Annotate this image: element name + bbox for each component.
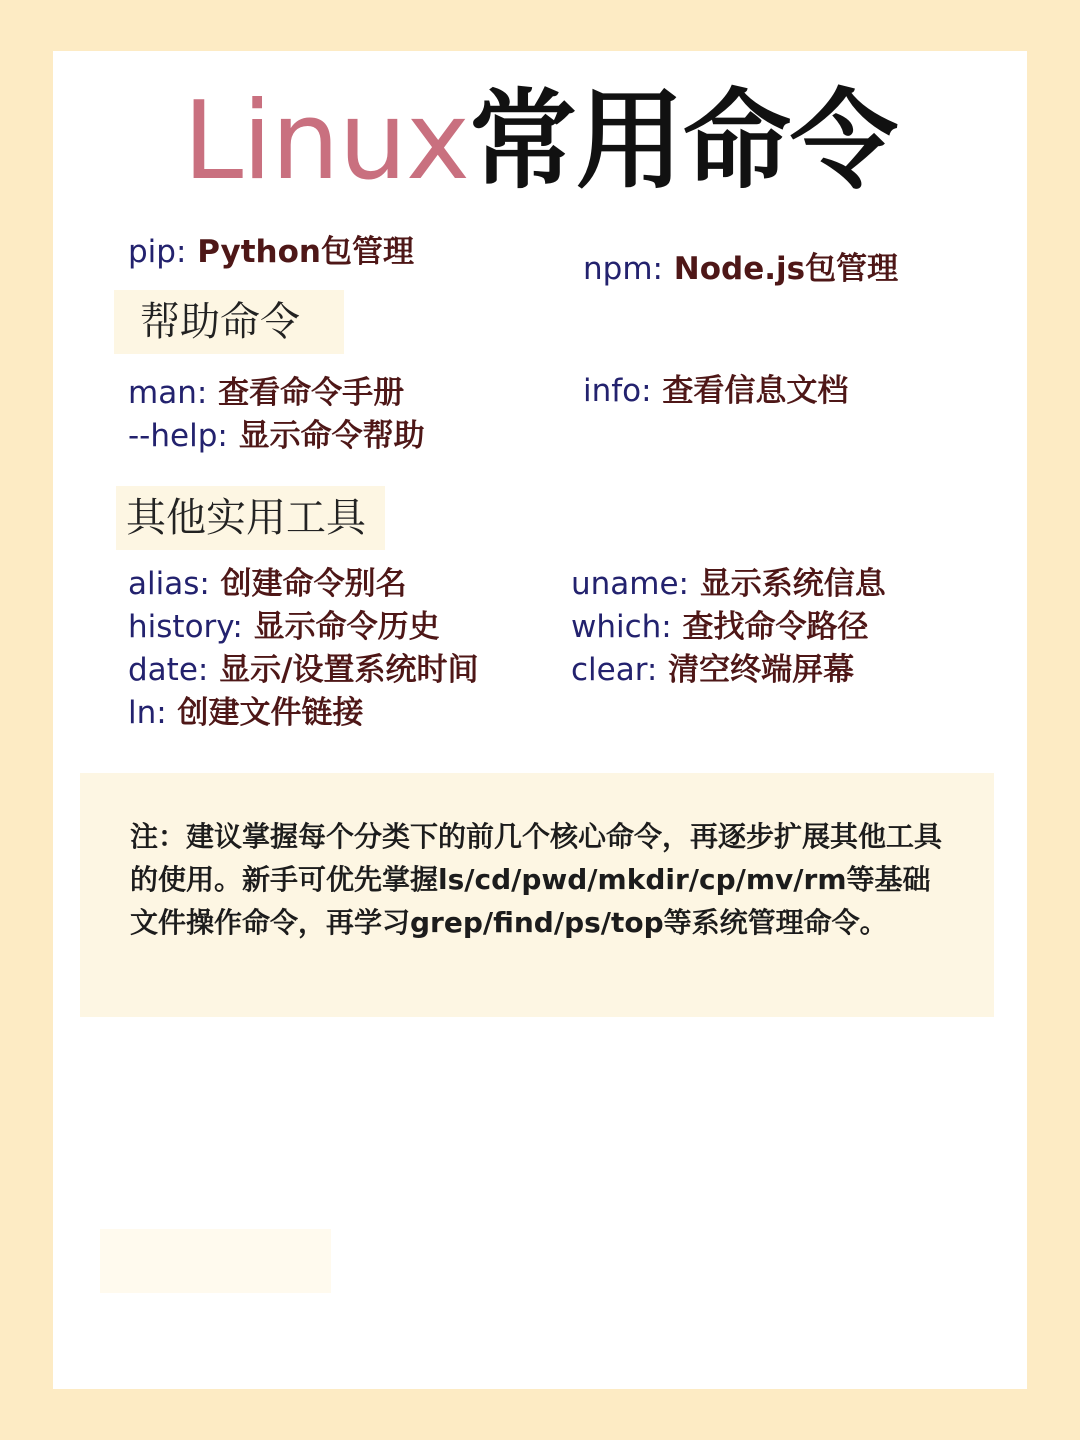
- command-name: uname:: [571, 566, 690, 602]
- command-history: [128, 607, 440, 647]
- command-desc: 创建命令别名: [209, 566, 407, 602]
- command-name: info:: [583, 373, 652, 409]
- command-npm: [583, 249, 898, 289]
- command-desc: 显示系统信息: [689, 566, 886, 602]
- command-ln: [128, 693, 364, 733]
- note-text: 注：建议掌握每个分类下的前几个核心命令，再逐步扩展其他工具的使用。新手可优先掌握ls/cd/pwd/mkdir/cp/mv/rm等基础文件操作命令，再学习grep/find/ps/top等系统管理命令。: [130, 820, 943, 939]
- command-alias: [128, 564, 407, 604]
- command-name: npm:: [583, 251, 663, 287]
- title-common-commands: 常用命令: [468, 79, 897, 204]
- note-box: [80, 773, 994, 1017]
- command-desc: 显示命令历史: [242, 609, 440, 645]
- command-desc: 查看命令手册: [207, 375, 405, 411]
- command-desc: Node.js包管理: [662, 251, 899, 287]
- command-pip: [128, 232, 414, 272]
- command-desc: 显示/设置系统时间: [208, 652, 479, 688]
- command-uname: [571, 564, 886, 604]
- command-desc: 创建文件链接: [166, 695, 364, 731]
- command-which: [571, 607, 869, 647]
- command-desc: Python包管理: [186, 234, 414, 270]
- command-desc: 显示命令帮助: [227, 418, 425, 454]
- command-name: date:: [128, 652, 209, 688]
- command-desc: 清空终端屏幕: [657, 652, 855, 688]
- title-linux: Linux: [182, 79, 469, 204]
- command-name: --help:: [128, 418, 228, 454]
- command-name: pip:: [128, 234, 187, 270]
- empty-placeholder-box: [100, 1229, 331, 1293]
- command-name: history:: [128, 609, 243, 645]
- command-name: which:: [571, 609, 672, 645]
- command-desc: 查看信息文档: [651, 373, 849, 409]
- command-name: alias:: [128, 566, 210, 602]
- command-desc: 查找命令路径: [671, 609, 869, 645]
- command-name: clear:: [571, 652, 658, 688]
- command-name: ln:: [128, 695, 167, 731]
- page-title: [0, 79, 1080, 204]
- command-clear: [571, 650, 854, 690]
- command-help: [128, 416, 425, 456]
- command-man: [128, 373, 404, 413]
- command-name: man:: [128, 375, 208, 411]
- section-heading-help: 帮助命令: [114, 290, 344, 354]
- command-date: [128, 650, 478, 690]
- command-info: [583, 371, 848, 411]
- section-heading-tools: 其他实用工具: [116, 486, 385, 550]
